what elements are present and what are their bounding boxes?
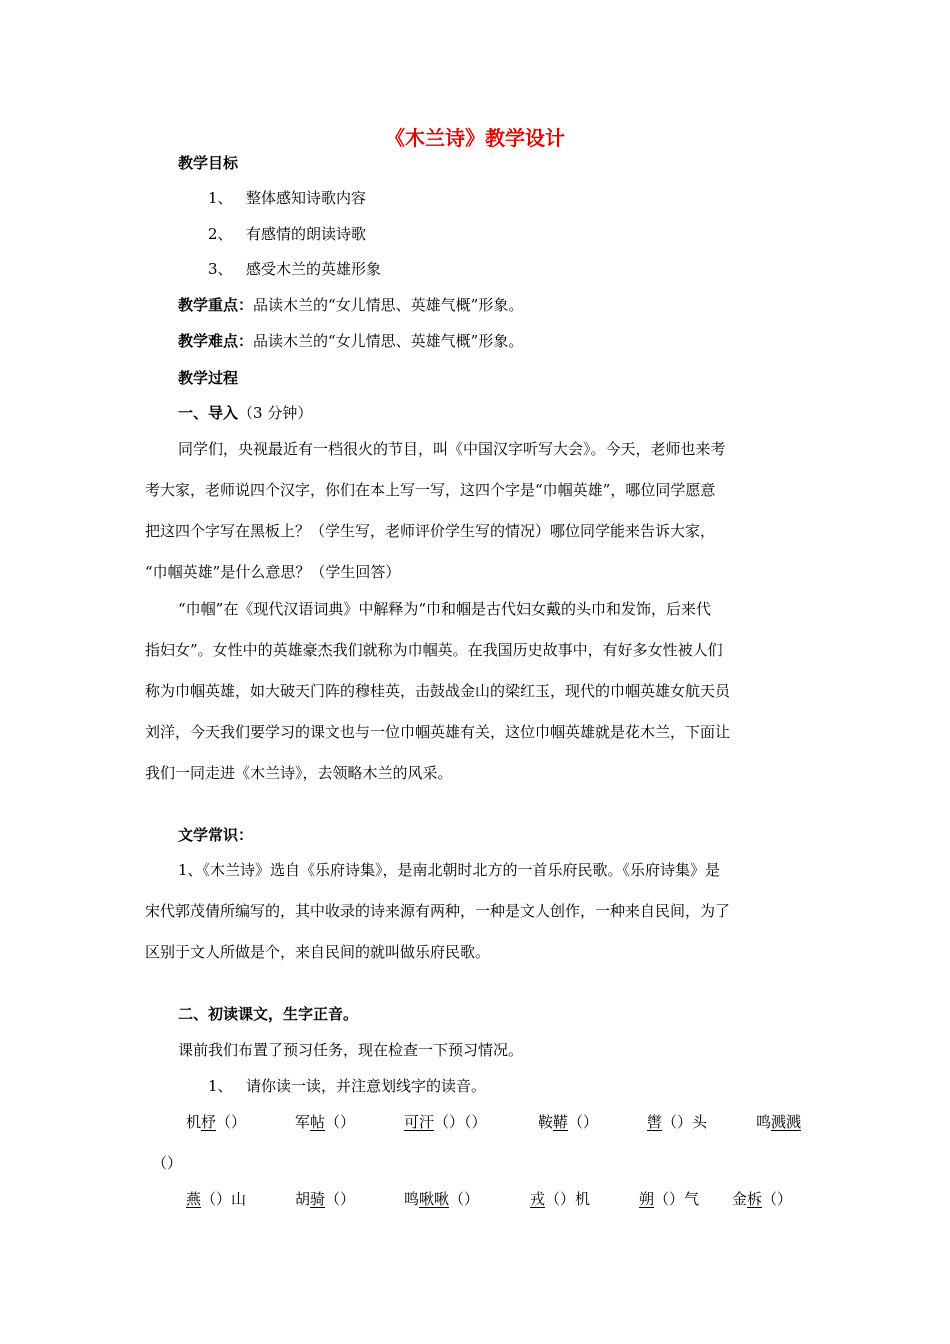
vocab-prefix: 胡: [295, 1190, 311, 1208]
document-title: 《木兰诗》教学设计: [385, 126, 565, 150]
key-point: [178, 295, 523, 315]
vocab-underlined: 柝: [747, 1190, 763, 1208]
vocab-underlined: 鞯: [553, 1113, 569, 1131]
vocab-item: [538, 1112, 598, 1132]
objectives-heading: 教学目标: [178, 154, 239, 172]
intro-duration: （3 分钟）: [238, 404, 313, 422]
objective-number: 3、: [208, 260, 233, 278]
vocab-item: [647, 1112, 707, 1132]
objective-number: 2、: [208, 225, 233, 243]
vocab-suffix: （）: [449, 1190, 480, 1208]
difficult-point-label: 教学难点：: [178, 332, 254, 350]
process-heading: 教学过程: [178, 369, 239, 387]
vocab-item: [404, 1112, 487, 1132]
vocab-underlined: 啾啾: [419, 1190, 450, 1208]
vocab-prefix: 军: [295, 1113, 311, 1131]
vocab-item: [530, 1189, 590, 1209]
vocab-underlined: 戎: [530, 1190, 546, 1208]
vocab-underlined: 朔: [639, 1190, 655, 1208]
objective-item: [208, 259, 381, 279]
vocab-suffix: （）气: [654, 1190, 700, 1208]
intro-heading: 一、导入: [178, 404, 239, 422]
reading-task: [208, 1076, 486, 1096]
difficult-point: [178, 331, 523, 351]
paragraph-line: 把这四个字写在黑板上？（学生写，老师评价学生写的情况）哪位同学能来告诉大家，: [145, 522, 716, 540]
vocab-underlined: 骑: [310, 1190, 326, 1208]
vocab-suffix: （）: [216, 1113, 247, 1131]
vocab-suffix: （）头: [662, 1113, 708, 1131]
vocab-prefix: 金: [732, 1190, 748, 1208]
paragraph-line: 指妇女”。女性中的英雄豪杰我们就称为巾帼英。在我国历史故事中，有好多女性被人们: [145, 641, 723, 659]
vocab-item: [756, 1112, 801, 1132]
vocab-item: [639, 1189, 699, 1209]
key-point-text: 品读木兰的“女儿情思、英雄气概”形象。: [253, 296, 524, 314]
paragraph-line: 称为巾帼英雄，如大破天门阵的穆桂英，击鼓战金山的梁红玉，现代的巾帼英雄女航天员: [145, 682, 731, 700]
vocab-underlined: 杼: [201, 1113, 217, 1131]
vocab-suffix: （）: [325, 1113, 356, 1131]
vocab-item: [186, 1189, 246, 1209]
objective-item: [208, 224, 366, 244]
vocab-suffix: （）: [568, 1113, 599, 1131]
vocab-suffix: （）: [762, 1190, 793, 1208]
paragraph-line: 1、《木兰诗》选自《乐府诗集》，是南北朝时北方的一首乐府民歌。《乐府诗集》是: [178, 861, 721, 879]
reading-intro: 课前我们布置了预习任务，现在检查一下预习情况。: [178, 1041, 524, 1059]
vocab-prefix: 鸣: [756, 1113, 772, 1131]
vocab-underlined: 辔: [647, 1113, 663, 1131]
vocab-suffix: （）: [325, 1190, 356, 1208]
vocab-underlined: 帖: [310, 1113, 326, 1131]
vocab-suffix: （）（）: [434, 1113, 487, 1131]
vocab-suffix: （）机: [545, 1190, 591, 1208]
paragraph-line: 区别于文人所做是个，来自民间的就叫做乐府民歌。: [145, 943, 491, 961]
paragraph-line: “巾帼”在《现代汉语词典》中解释为“巾和帼是古代妇女戴的头巾和发饰，后来代: [178, 600, 712, 618]
vocab-prefix: 鞍: [538, 1113, 554, 1131]
vocab-item: [295, 1189, 355, 1209]
vocab-item: [295, 1112, 355, 1132]
vocab-wrap: （）: [152, 1154, 183, 1172]
reading-heading: 二、初读课文，生字正音。: [178, 1005, 359, 1023]
vocab-prefix: 鸣: [404, 1190, 420, 1208]
literature-heading: 文学常识：: [178, 826, 254, 844]
task-text: 请你读一读，并注意划线字的读音。: [246, 1077, 487, 1095]
vocab-item: [732, 1189, 792, 1209]
paragraph-line: 考大家，老师说四个汉字，你们在本上写一写，这四个字是“巾帼英雄”，哪位同学愿意: [145, 481, 716, 499]
paragraph-line: 同学们，央视最近有一档很火的节目，叫《中国汉字听写大会》。今天，老师也来考: [178, 440, 726, 458]
vocab-suffix: （）山: [201, 1190, 247, 1208]
objective-text: 有感情的朗读诗歌: [246, 225, 367, 243]
paragraph-line: “巾帼英雄”是什么意思？（学生回答）: [145, 563, 401, 581]
vocab-underlined: 燕: [186, 1190, 202, 1208]
intro-heading-line: [178, 403, 312, 423]
difficult-point-text: 品读木兰的“女儿情思、英雄气概”形象。: [253, 332, 524, 350]
objective-item: [208, 188, 366, 208]
task-number: 1、: [208, 1077, 233, 1095]
vocab-item: [404, 1189, 479, 1209]
vocab-prefix: 机: [186, 1113, 202, 1131]
paragraph-line: 宋代郭茂倩所编写的，其中收录的诗来源有两种，一种是文人创作，一种来自民间，为了: [145, 902, 731, 920]
vocab-item: [186, 1112, 246, 1132]
vocab-underlined: 溅溅: [771, 1113, 802, 1131]
paragraph-line: 我们一同走进《木兰诗》，去领略木兰的风采。: [145, 764, 453, 782]
vocab-underlined: 可汗: [404, 1113, 435, 1131]
paragraph-line: 刘洋，今天我们要学习的课文也与一位巾帼英雄有关，这位巾帼英雄就是花木兰，下面让: [145, 723, 731, 741]
key-point-label: 教学重点：: [178, 296, 254, 314]
objective-text: 感受木兰的英雄形象: [246, 260, 382, 278]
objective-number: 1、: [208, 189, 233, 207]
objective-text: 整体感知诗歌内容: [246, 189, 367, 207]
